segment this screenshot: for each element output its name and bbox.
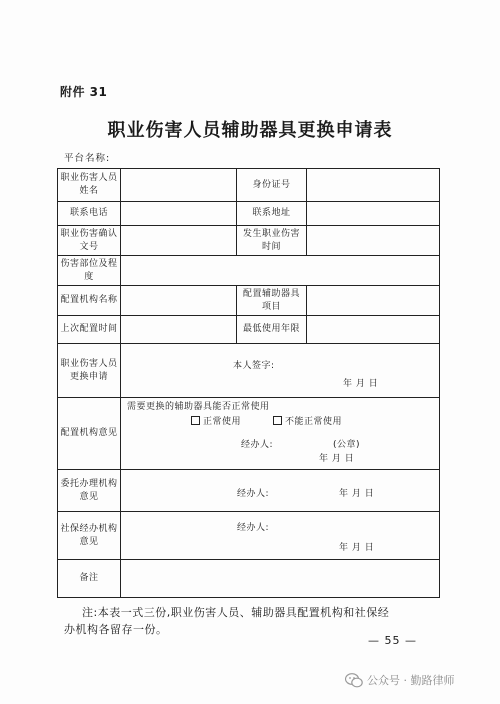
config-opinion-field[interactable] xyxy=(120,398,439,469)
table-row xyxy=(58,201,439,225)
table-row xyxy=(58,255,439,285)
apply-label: 职业伤害人员更换申请 xyxy=(60,358,118,382)
form-title: 职业伤害人员辅助器具更换申请表 xyxy=(107,120,393,141)
device-item-field[interactable] xyxy=(306,286,439,315)
address-label: 联系地址 xyxy=(236,202,306,225)
official-seal-text: (公章) xyxy=(333,440,361,450)
confirm-doc-field[interactable] xyxy=(120,226,236,255)
min-years-label: 最低使用年限 xyxy=(236,316,306,343)
social-date: 年 月 日 xyxy=(339,543,375,553)
remark-label: 备注 xyxy=(79,573,99,583)
table-row xyxy=(58,315,439,343)
min-years-field[interactable] xyxy=(306,316,439,343)
injury-time-label: 发生职业伤害时间 xyxy=(236,226,306,255)
page-number: — 55 — xyxy=(368,634,417,647)
watermark xyxy=(345,672,455,691)
table-row xyxy=(58,225,439,255)
table-row xyxy=(58,469,439,511)
footnote-line-2: 办机构各留存一份。 xyxy=(64,623,168,636)
config-date: 年 月 日 xyxy=(319,454,355,464)
apply-date: 年 月 日 xyxy=(343,379,379,389)
org-name-field[interactable] xyxy=(120,286,236,315)
checkbox-icon[interactable] xyxy=(273,416,282,425)
name-field[interactable] xyxy=(120,169,236,201)
address-field[interactable] xyxy=(306,202,439,225)
table-row xyxy=(58,559,439,597)
table-row xyxy=(58,343,439,397)
option-normal[interactable]: 正常使用 xyxy=(191,416,241,429)
handler-label: 经办人: xyxy=(237,523,270,533)
injury-part-field[interactable] xyxy=(120,256,439,285)
org-name-label: 配置机构名称 xyxy=(60,295,118,305)
usable-question: 需要更换的辅助器具能否正常使用 xyxy=(127,402,270,412)
injury-time-field[interactable] xyxy=(306,226,439,255)
confirm-doc-label: 职业伤害确认文号 xyxy=(60,228,118,252)
wechat-icon xyxy=(345,673,363,691)
table-row xyxy=(58,511,439,559)
table-row xyxy=(58,285,439,315)
phone-field[interactable] xyxy=(120,202,236,225)
entrust-opinion-field[interactable] xyxy=(120,470,439,511)
remark-field[interactable] xyxy=(120,560,439,597)
apply-field[interactable] xyxy=(120,344,439,397)
application-form-table xyxy=(57,168,440,598)
entrust-opinion-label: 委托办理机构意见 xyxy=(60,478,118,502)
social-opinion-field[interactable] xyxy=(120,512,439,559)
handler-label: 经办人: xyxy=(241,440,274,450)
id-number-label: 身份证号 xyxy=(236,169,306,201)
table-row xyxy=(58,169,439,201)
checkbox-icon[interactable] xyxy=(191,416,200,425)
platform-name-label: 平台名称: xyxy=(64,153,111,164)
device-item-label: 配置辅助器具项目 xyxy=(236,286,306,315)
watermark-text: 公众号 · 勤路律师 xyxy=(367,674,455,687)
last-config-label: 上次配置时间 xyxy=(60,324,118,334)
phone-label: 联系电话 xyxy=(69,208,108,218)
table-row xyxy=(58,397,439,469)
footnote xyxy=(64,604,444,638)
last-config-field[interactable] xyxy=(120,316,236,343)
social-opinion-label: 社保经办机构意见 xyxy=(60,523,118,547)
footnote-line-1: 注:本表一式三份,职业伤害人员、辅助器具配置机构和社保经 xyxy=(82,606,390,619)
option-abnormal[interactable]: 不能正常使用 xyxy=(273,416,342,429)
attachment-number: 附件 31 xyxy=(60,85,108,99)
name-label: 职业伤害人员姓名 xyxy=(60,173,118,196)
injury-part-label: 伤害部位及程度 xyxy=(60,258,118,282)
id-number-field[interactable] xyxy=(306,169,439,201)
signature-label: 本人签字: xyxy=(233,361,275,371)
entrust-date: 年 月 日 xyxy=(339,489,375,499)
handler-label: 经办人: xyxy=(237,489,270,499)
config-opinion-label: 配置机构意见 xyxy=(60,428,118,438)
